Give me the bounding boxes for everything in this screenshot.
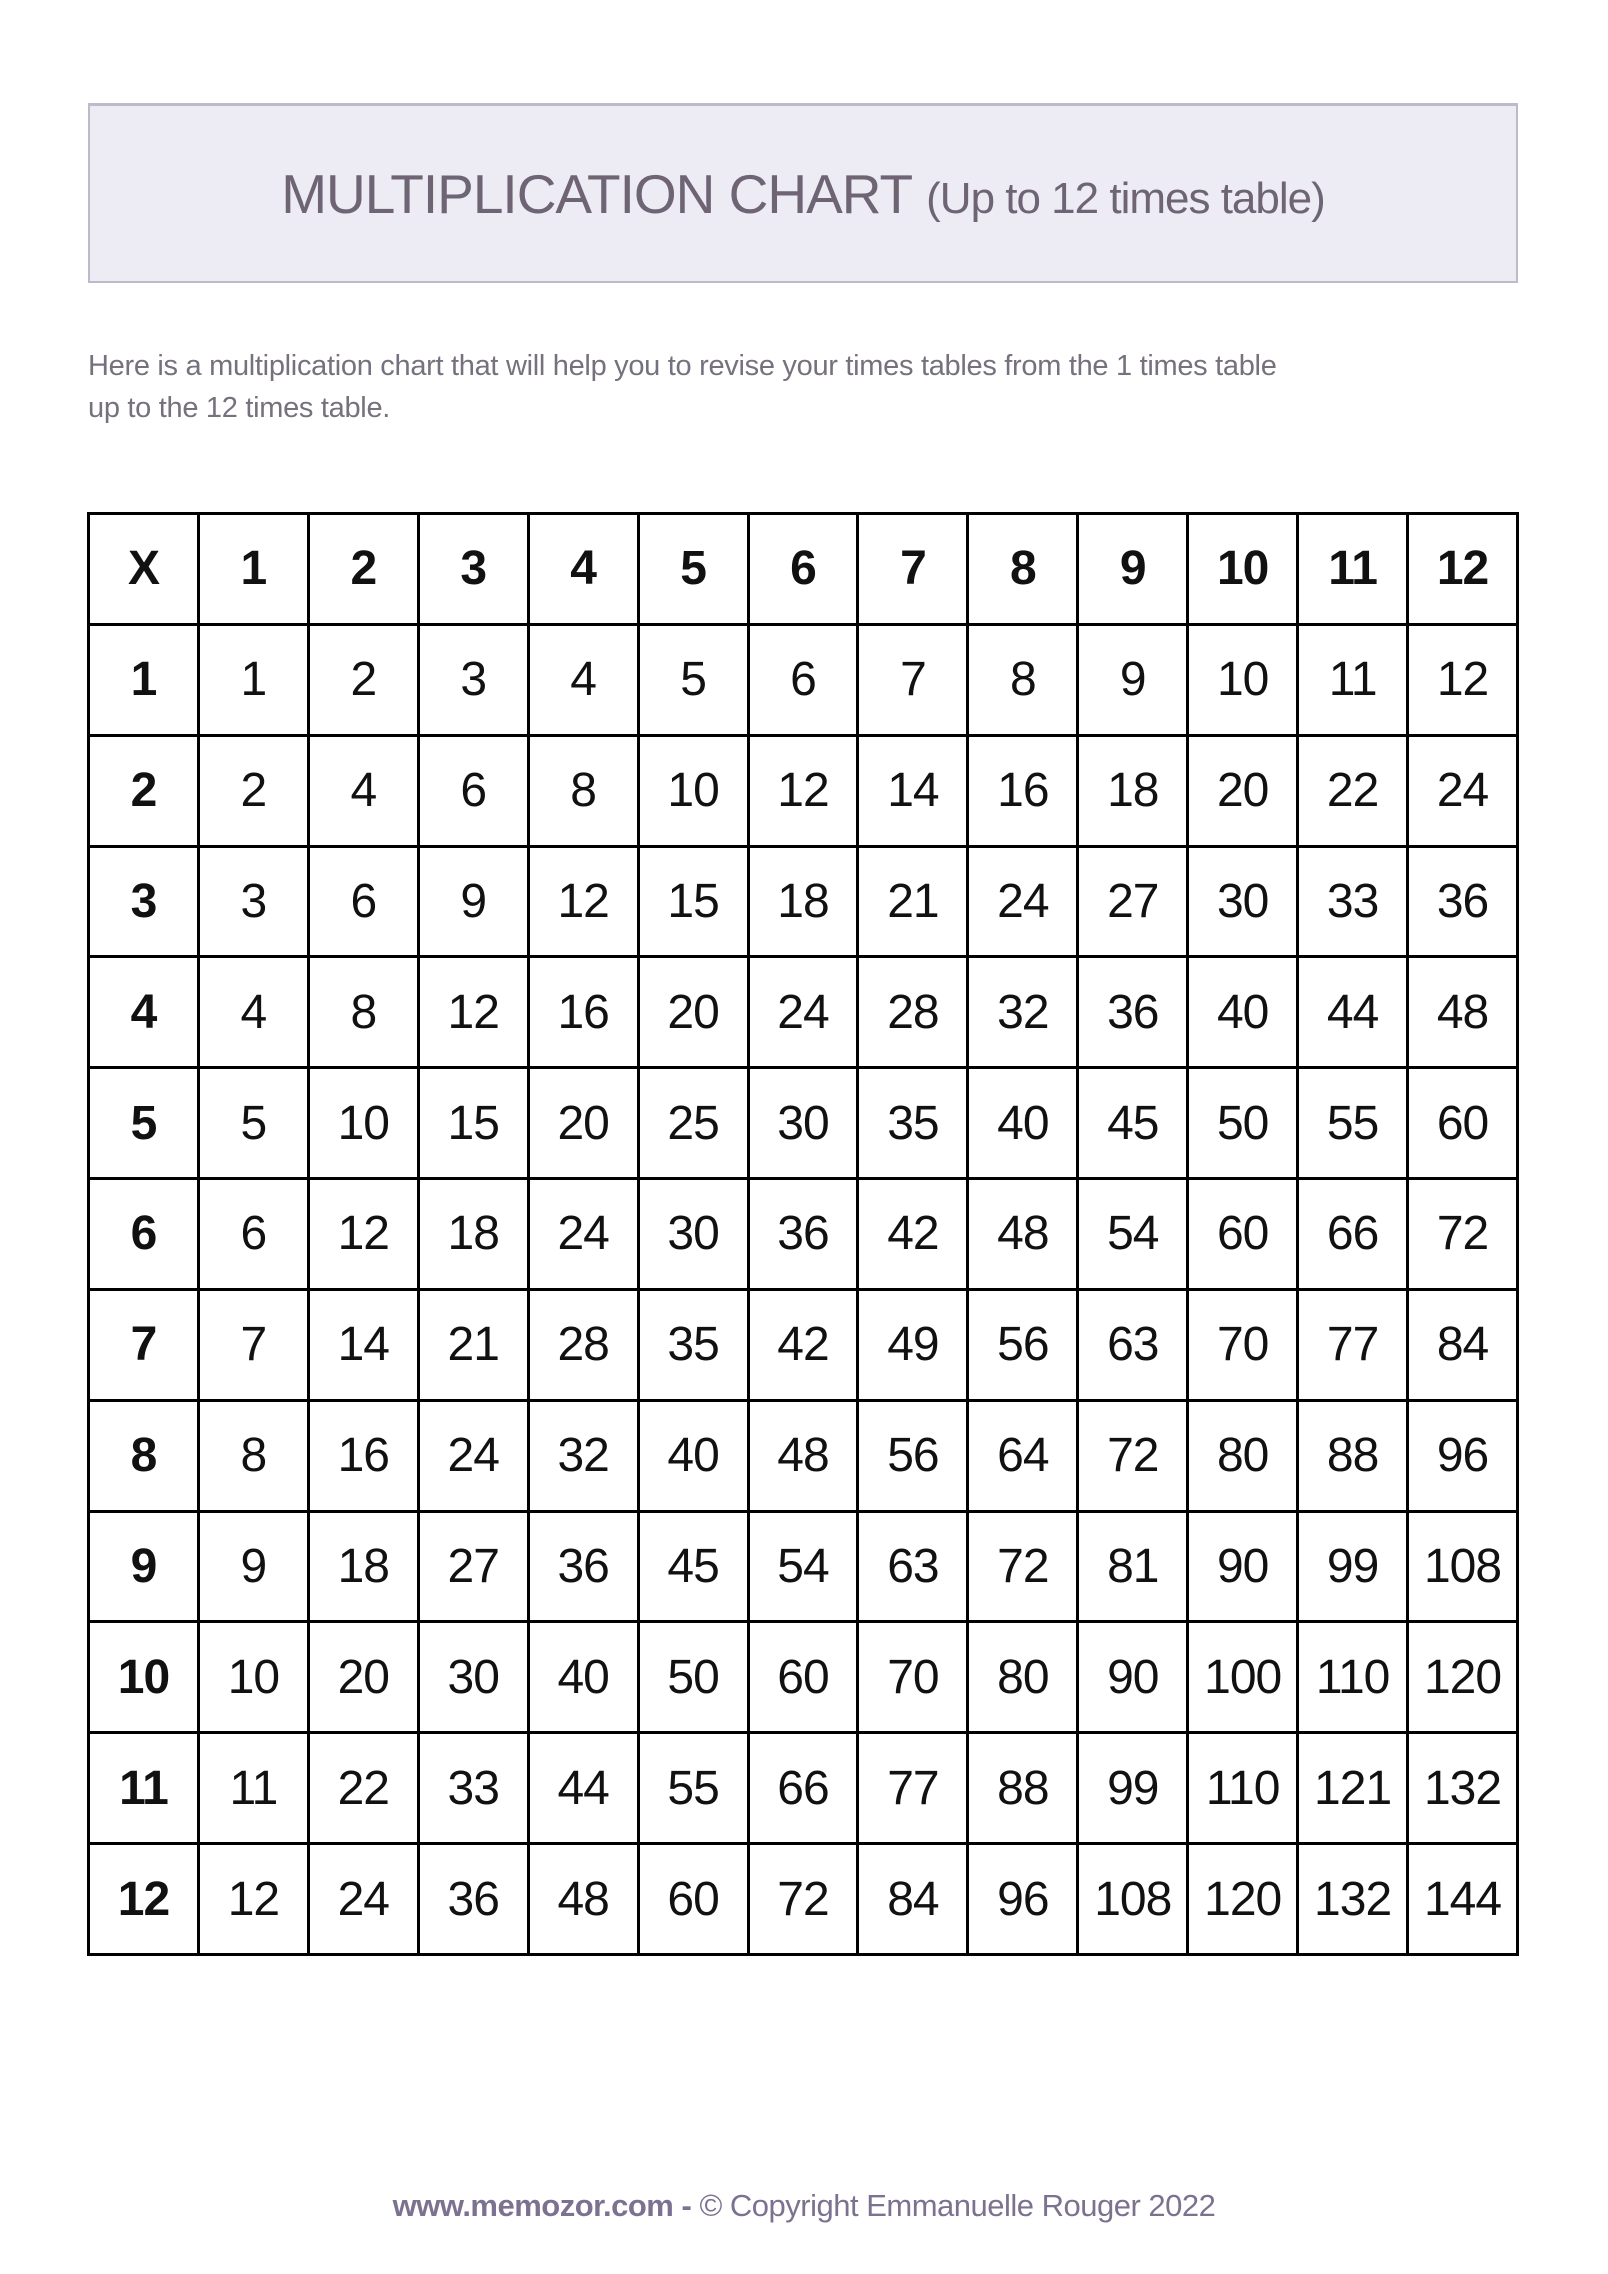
table-cell: 16 (308, 1400, 418, 1511)
table-cell: 100 (1188, 1622, 1298, 1733)
table-cell: 27 (418, 1511, 528, 1622)
table-cell: 5 (638, 624, 748, 735)
table-cell: 24 (1408, 735, 1518, 846)
table-cell: 45 (638, 1511, 748, 1622)
table-cell: 8 (198, 1400, 308, 1511)
table-cell: 42 (858, 1179, 968, 1290)
table-cell: 30 (418, 1622, 528, 1733)
table-cell: 84 (1408, 1289, 1518, 1400)
table-cell: 66 (1298, 1179, 1408, 1290)
table-cell: 4 (528, 624, 638, 735)
table-cell: 24 (418, 1400, 528, 1511)
row-header: 3 (89, 846, 199, 957)
table-cell: 24 (528, 1179, 638, 1290)
multiplication-table (87, 512, 1519, 1956)
table-cell: 33 (1298, 846, 1408, 957)
table-cell: 9 (418, 846, 528, 957)
column-header: 8 (968, 514, 1078, 625)
table-cell: 90 (1188, 1511, 1298, 1622)
table-cell: 81 (1078, 1511, 1188, 1622)
table-cell: 16 (968, 735, 1078, 846)
row-header: 11 (89, 1733, 199, 1844)
table-cell: 110 (1188, 1733, 1298, 1844)
page-title (281, 162, 1325, 226)
intro-text (88, 345, 1538, 429)
table-cell: 20 (528, 1068, 638, 1179)
table-cell: 1 (198, 624, 308, 735)
table-cell: 40 (1188, 957, 1298, 1068)
table-row (89, 1179, 1518, 1290)
table-cell: 49 (858, 1289, 968, 1400)
table-cell: 2 (308, 624, 418, 735)
table-row (89, 1068, 1518, 1179)
table-cell: 12 (198, 1844, 308, 1955)
table-cell: 70 (858, 1622, 968, 1733)
table-cell: 30 (638, 1179, 748, 1290)
table-cell: 56 (858, 1400, 968, 1511)
table-cell: 18 (308, 1511, 418, 1622)
table-cell: 7 (858, 624, 968, 735)
page-title-main: MULTIPLICATION CHART (281, 162, 913, 225)
table-cell: 28 (528, 1289, 638, 1400)
table-cell: 90 (1078, 1622, 1188, 1733)
table-cell: 80 (1188, 1400, 1298, 1511)
table-cell: 63 (858, 1511, 968, 1622)
row-header: 8 (89, 1400, 199, 1511)
table-cell: 24 (748, 957, 858, 1068)
table-cell: 50 (638, 1622, 748, 1733)
table-cell: 70 (1188, 1289, 1298, 1400)
table-cell: 12 (748, 735, 858, 846)
row-header: 10 (89, 1622, 199, 1733)
row-header: 12 (89, 1844, 199, 1955)
row-header: 1 (89, 624, 199, 735)
table-cell: 8 (528, 735, 638, 846)
table-cell: 22 (1298, 735, 1408, 846)
table-cell: 9 (1078, 624, 1188, 735)
table-cell: 56 (968, 1289, 1078, 1400)
table-cell: 77 (858, 1733, 968, 1844)
table-cell: 15 (638, 846, 748, 957)
intro-text-line-1: Here is a multiplication chart that will help you to revise your times tables from the 1 times table (88, 350, 1277, 382)
row-header: 4 (89, 957, 199, 1068)
table-cell: 22 (308, 1733, 418, 1844)
table-cell: 10 (1188, 624, 1298, 735)
table-cell: 42 (748, 1289, 858, 1400)
table-cell: 36 (1078, 957, 1188, 1068)
table-cell: 132 (1408, 1733, 1518, 1844)
row-header: 2 (89, 735, 199, 846)
table-cell: 33 (418, 1733, 528, 1844)
table-cell: 12 (528, 846, 638, 957)
table-cell: 99 (1298, 1511, 1408, 1622)
table-cell: 6 (308, 846, 418, 957)
table-cell: 20 (308, 1622, 418, 1733)
page-title-subtitle: (Up to 12 times table) (926, 173, 1325, 223)
table-cell: 11 (198, 1733, 308, 1844)
column-header: 4 (528, 514, 638, 625)
table-row (89, 1844, 1518, 1955)
row-header: 9 (89, 1511, 199, 1622)
table-cell: 120 (1408, 1622, 1518, 1733)
table-cell: 54 (748, 1511, 858, 1622)
table-row (89, 735, 1518, 846)
table-cell: 63 (1078, 1289, 1188, 1400)
table-cell: 99 (1078, 1733, 1188, 1844)
table-cell: 5 (198, 1068, 308, 1179)
table-cell: 21 (858, 846, 968, 957)
table-cell: 40 (638, 1400, 748, 1511)
copyright-text: © Copyright Emmanuelle Rouger 2022 (699, 2188, 1216, 2223)
table-cell: 4 (198, 957, 308, 1068)
table-cell: 120 (1188, 1844, 1298, 1955)
table-cell: 96 (968, 1844, 1078, 1955)
table-cell: 16 (528, 957, 638, 1068)
table-cell: 20 (638, 957, 748, 1068)
table-cell: 14 (858, 735, 968, 846)
table-cell: 36 (528, 1511, 638, 1622)
table-cell: 12 (308, 1179, 418, 1290)
column-header: 6 (748, 514, 858, 625)
table-cell: 3 (418, 624, 528, 735)
table-cell: 55 (1298, 1068, 1408, 1179)
table-row (89, 1400, 1518, 1511)
table-cell: 48 (748, 1400, 858, 1511)
footer (0, 2188, 1608, 2224)
column-header: 10 (1188, 514, 1298, 625)
table-cell: 60 (748, 1622, 858, 1733)
table-cell: 30 (748, 1068, 858, 1179)
table-cell: 144 (1408, 1844, 1518, 1955)
table-cell: 72 (1408, 1179, 1518, 1290)
table-row (89, 1289, 1518, 1400)
site-name: www.memozor.com (392, 2188, 674, 2223)
table-cell: 110 (1298, 1622, 1408, 1733)
table-cell: 72 (748, 1844, 858, 1955)
row-header: 5 (89, 1068, 199, 1179)
table-cell: 88 (1298, 1400, 1408, 1511)
table-header-row (89, 514, 1518, 625)
table-cell: 9 (198, 1511, 308, 1622)
table-cell: 55 (638, 1733, 748, 1844)
table-cell: 30 (1188, 846, 1298, 957)
table-cell: 6 (198, 1179, 308, 1290)
table-cell: 10 (198, 1622, 308, 1733)
title-banner (88, 103, 1518, 283)
table-cell: 36 (1408, 846, 1518, 957)
table-cell: 12 (418, 957, 528, 1068)
table-cell: 84 (858, 1844, 968, 1955)
table-cell: 10 (638, 735, 748, 846)
table-cell: 108 (1078, 1844, 1188, 1955)
column-header: 11 (1298, 514, 1408, 625)
table-cell: 24 (968, 846, 1078, 957)
table-cell: 108 (1408, 1511, 1518, 1622)
table-corner-cell: X (89, 514, 199, 625)
table-cell: 6 (418, 735, 528, 846)
table-row (89, 1511, 1518, 1622)
intro-text-line-2: up to the 12 times table. (88, 392, 391, 424)
column-header: 5 (638, 514, 748, 625)
table-row (89, 624, 1518, 735)
table-cell: 8 (968, 624, 1078, 735)
table-cell: 36 (748, 1179, 858, 1290)
table-cell: 48 (528, 1844, 638, 1955)
table-cell: 48 (968, 1179, 1078, 1290)
column-header: 7 (858, 514, 968, 625)
table-cell: 50 (1188, 1068, 1298, 1179)
table-cell: 15 (418, 1068, 528, 1179)
table-cell: 14 (308, 1289, 418, 1400)
table-cell: 96 (1408, 1400, 1518, 1511)
table-cell: 35 (638, 1289, 748, 1400)
table-cell: 48 (1408, 957, 1518, 1068)
column-header: 1 (198, 514, 308, 625)
table-cell: 44 (528, 1733, 638, 1844)
table-row (89, 1733, 1518, 1844)
table-cell: 88 (968, 1733, 1078, 1844)
table-cell: 40 (968, 1068, 1078, 1179)
table-cell: 36 (418, 1844, 528, 1955)
table-cell: 3 (198, 846, 308, 957)
table-cell: 27 (1078, 846, 1188, 957)
column-header: 3 (418, 514, 528, 625)
table-cell: 28 (858, 957, 968, 1068)
table-cell: 44 (1298, 957, 1408, 1068)
table-cell: 4 (308, 735, 418, 846)
table-cell: 80 (968, 1622, 1078, 1733)
table-row (89, 846, 1518, 957)
table-cell: 32 (968, 957, 1078, 1068)
table-cell: 18 (748, 846, 858, 957)
column-header: 2 (308, 514, 418, 625)
table-cell: 12 (1408, 624, 1518, 735)
table-cell: 72 (968, 1511, 1078, 1622)
table-cell: 11 (1298, 624, 1408, 735)
table-row (89, 1622, 1518, 1733)
table-cell: 20 (1188, 735, 1298, 846)
table-cell: 8 (308, 957, 418, 1068)
table-cell: 18 (1078, 735, 1188, 846)
table-cell: 77 (1298, 1289, 1408, 1400)
table-cell: 18 (418, 1179, 528, 1290)
table-cell: 60 (1408, 1068, 1518, 1179)
table-cell: 25 (638, 1068, 748, 1179)
table-cell: 24 (308, 1844, 418, 1955)
table-cell: 6 (748, 624, 858, 735)
row-header: 7 (89, 1289, 199, 1400)
table-cell: 60 (638, 1844, 748, 1955)
table-cell: 21 (418, 1289, 528, 1400)
table-cell: 32 (528, 1400, 638, 1511)
table-cell: 45 (1078, 1068, 1188, 1179)
table-cell: 132 (1298, 1844, 1408, 1955)
footer-separator: - (681, 2188, 692, 2223)
table-cell: 35 (858, 1068, 968, 1179)
column-header: 9 (1078, 514, 1188, 625)
row-header: 6 (89, 1179, 199, 1290)
table-cell: 72 (1078, 1400, 1188, 1511)
table-cell: 40 (528, 1622, 638, 1733)
table-cell: 2 (198, 735, 308, 846)
table-cell: 64 (968, 1400, 1078, 1511)
table-cell: 121 (1298, 1733, 1408, 1844)
table-cell: 60 (1188, 1179, 1298, 1290)
table-cell: 7 (198, 1289, 308, 1400)
table-cell: 54 (1078, 1179, 1188, 1290)
column-header: 12 (1408, 514, 1518, 625)
table-cell: 66 (748, 1733, 858, 1844)
table-row (89, 957, 1518, 1068)
table-cell: 10 (308, 1068, 418, 1179)
